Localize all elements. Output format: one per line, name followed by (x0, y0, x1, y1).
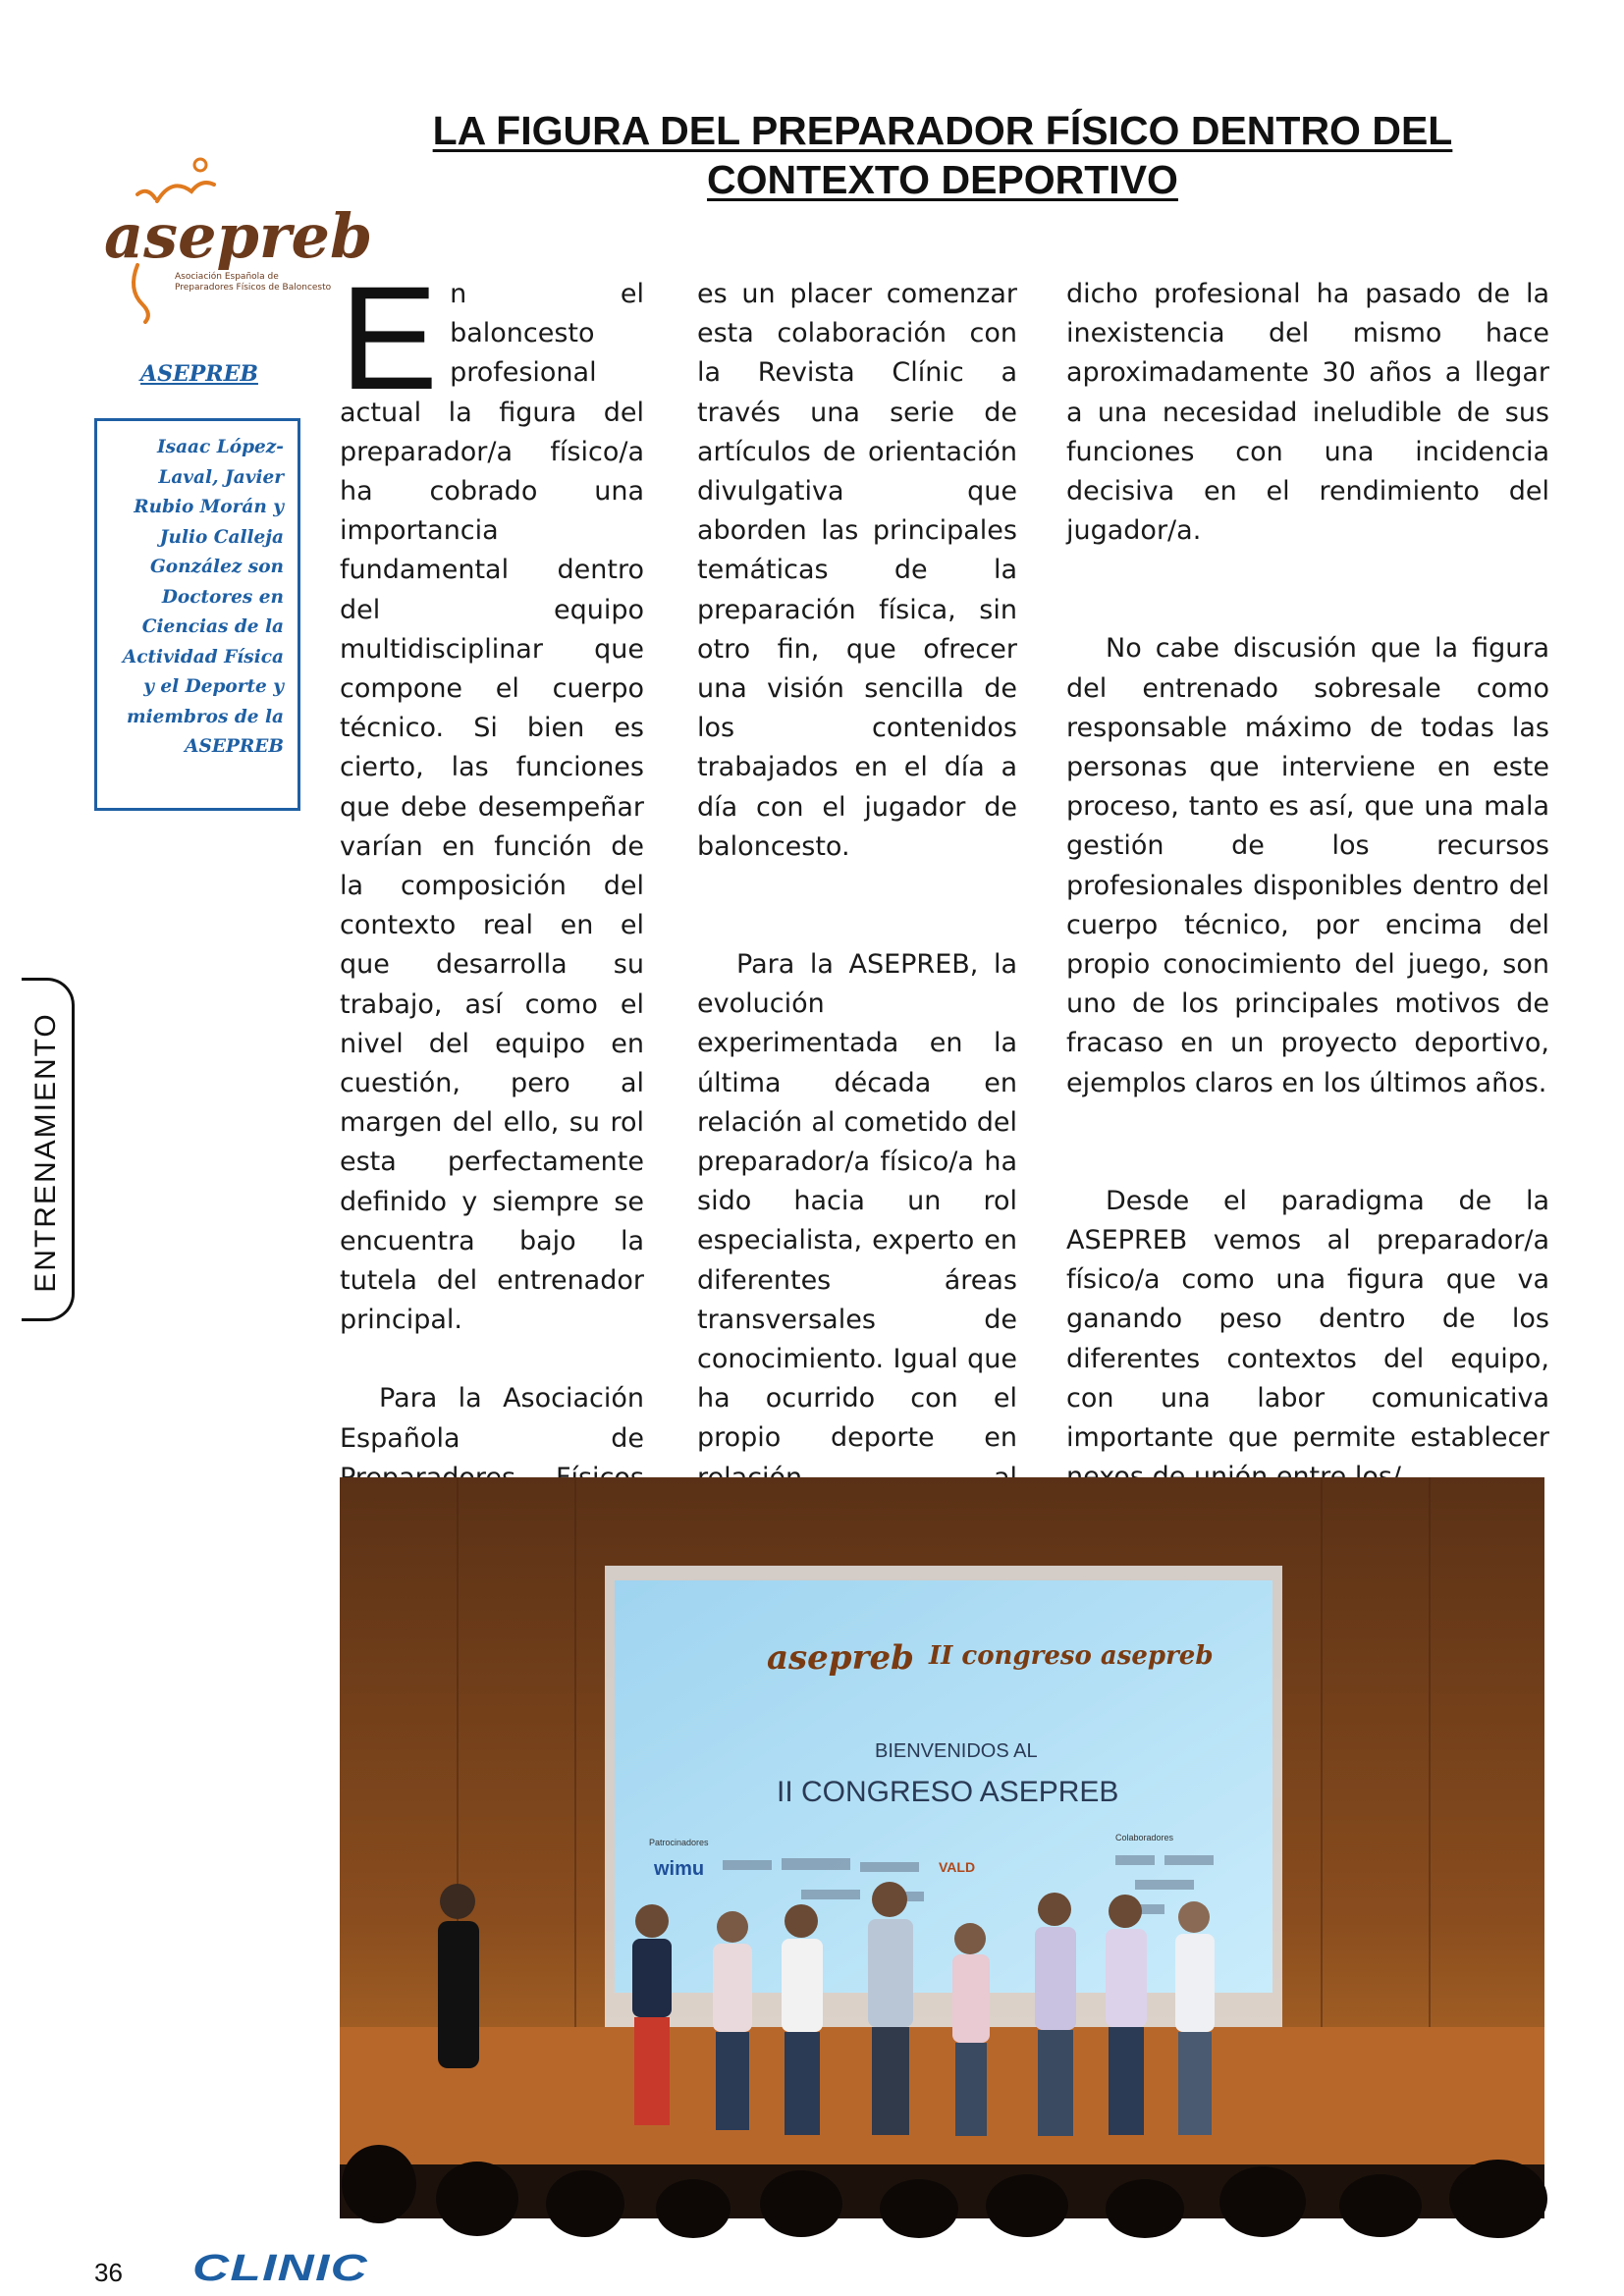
column3-paragraph-2: No cabe discusión que la figura del entrenado sobresale como responsable máximo de todas las personas que interviene en este proceso, tanto es así, que una mala gestión de los recursos profesionales disponibles dentro del cuerpo técnico, por encima del propio conocimiento del juego, son uno de los principales motivos de fracaso en un proyecto deportivo, ejemplos claros en los últimos años. (1066, 633, 1549, 1098)
column3-paragraph-3: Desde el paradigma de la ASEPREB vemos al preparador/a físico/a como una figura que va ganando peso dentro de los diferentes contextos del equipo, con una labor comunicativa importante que permite establecer (1066, 1185, 1549, 1454)
screen-line-1: BIENVENIDOS AL (875, 1740, 1038, 1762)
column1-paragraph-1: n el baloncesto profesional actual la figura del preparador/a físico/a ha cobrado una importancia fundamental dentro del equipo multidisciplinar que compone el cuerpo técnico. Si bien es cierto, las funciones que debe desempeñar varían en función de la composición del contexto real en el que desarrolla su trabajo, así como el nivel del equipo en cuestión, pero al margen del ello, su rol esta perfectamente definido y siempre se encuentra bajo la tutela del entrenador principal. (340, 279, 644, 1336)
column2-paragraph-1: es un placer comenzar esta colaboración con la Revista Clínic a través una serie de artículos de orientación divulgativa que aborden las principales temáticas de la preparación física, sin otro fin, que ofrecer una visión sencilla de los contenidos trabajados en el día a día con el jugador de baloncesto. (697, 279, 1017, 862)
article-title-line2: CONTEXTO DEPORTIVO (707, 157, 1178, 202)
article-column-3 (1066, 275, 1549, 1497)
asepreb-logo (98, 157, 373, 324)
screen-sponsor-label-left: Patrocinadores (649, 1838, 709, 1847)
drop-cap: E (340, 255, 439, 420)
article-column-2 (697, 275, 1017, 1576)
article-column-1 (340, 255, 644, 1577)
section-tab (22, 978, 75, 1321)
logo-tagline-1: Asociación Española de (175, 272, 279, 282)
screen-line-2: II CONGRESO ASEPREB (777, 1776, 1119, 1808)
logo-wordmark: asepreb (104, 200, 373, 272)
column1-paragraph-2: Para la Asociación Española de (340, 1383, 644, 1454)
author-bio-box (94, 418, 300, 811)
screen-sponsor-1: wimu (654, 1858, 705, 1880)
page-number: 36 (94, 2258, 123, 2287)
congress-photo-scene (340, 1477, 1544, 2218)
article-title-line1: LA FIGURA DEL PREPARADOR FÍSICO DENTRO DEL (432, 108, 1453, 153)
screen-sponsor-label-right: Colaboradores (1115, 1833, 1174, 1842)
column2-paragraph-2: Para la ASEPREB, la evolución experimentada en la última década en relación al cometido del preparador/a físico/a ha sido hacia un rol especialista, experto en diferentes áreas transversales de conocimiento. Igual que ha ocurrido con el propio deporte en (697, 949, 1017, 1454)
congress-photo (340, 1477, 1544, 2218)
column3-paragraph-1: dicho profesional ha pasado de la inexistencia del mismo hace aproximadamente 30 años a llegar a una necesidad ineludible de sus funciones con una incidencia decisiva en el rendimiento del jugador/a. (1066, 279, 1549, 547)
asepreb-logo-graphic (98, 157, 373, 324)
article-title (334, 106, 1551, 204)
logo-tagline-2: Preparadores Físicos de Baloncesto (175, 283, 332, 293)
author-bio: Isaac López-Laval, Javier Rubio Morán y Julio Calleja González son Doctores en Ciencias de la Actividad Física y el Deporte y miembros de la ASEPREB (122, 437, 284, 757)
screen-sponsor-2: VALD (939, 1859, 976, 1875)
screen-logo-left: asepreb (767, 1638, 914, 1678)
magazine-logo: CLINIC (192, 2248, 369, 2289)
section-tab-label: ENTRENAMIENTO (29, 1012, 62, 1293)
screen-logo-right: II congreso asepreb (929, 1641, 1214, 1671)
author-label: ASEPREB (140, 361, 258, 387)
